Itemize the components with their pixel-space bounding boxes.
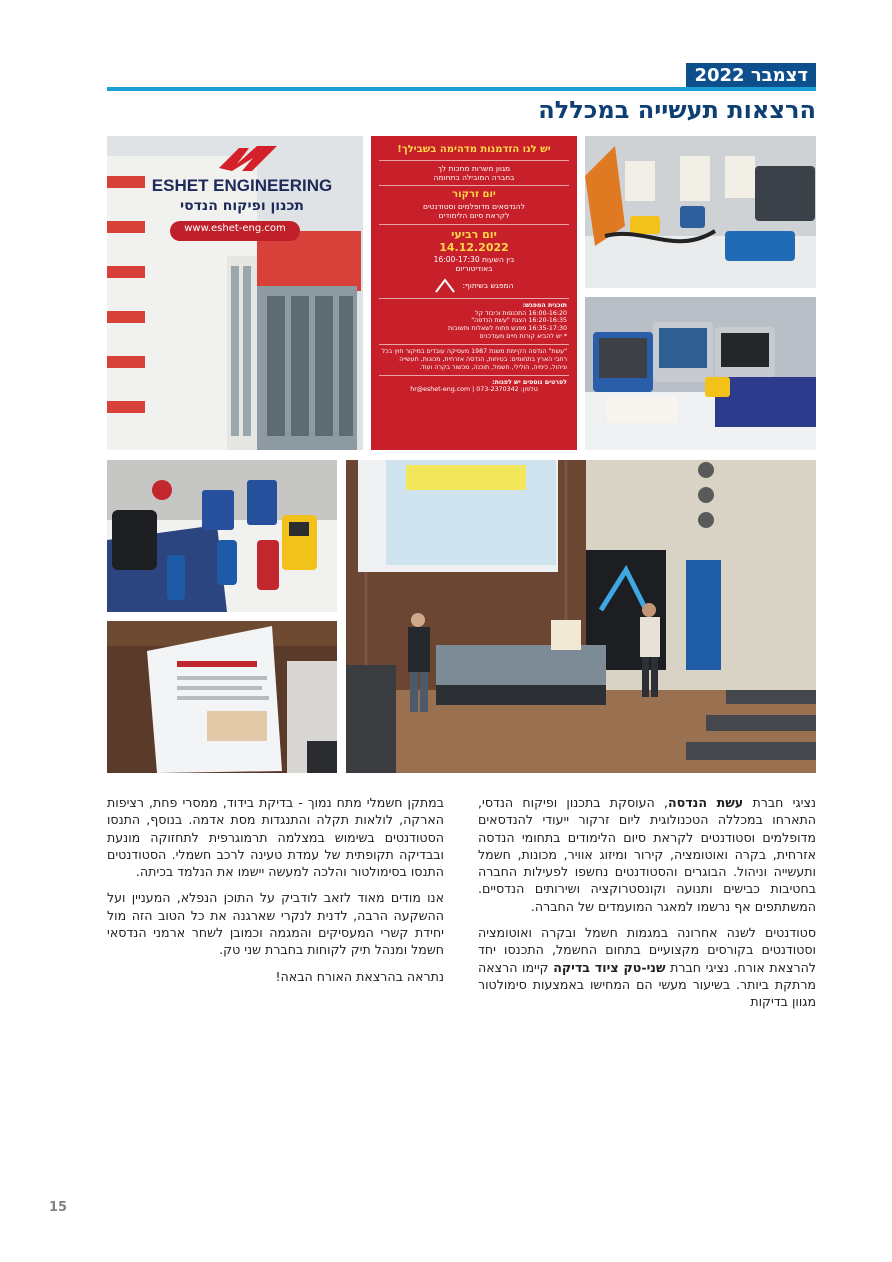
college-logo-icon	[434, 278, 456, 294]
flyer-day: יום רביעי	[451, 227, 497, 241]
text-run: קיימו הרצאה מרתקת ביותר. בשיעור מעשי הם המחישו באמצעות סימולטור מגוון בדיקות	[478, 959, 816, 1010]
article-column-left	[107, 794, 444, 994]
flyer-contact-title: לפרטים נוספים יש לפנות:	[492, 378, 567, 386]
flyer-divider	[379, 298, 569, 299]
flyer-divider	[379, 344, 569, 345]
flyer-divider	[379, 185, 569, 186]
flyer-note: * יש להביא קורות חיים מעודכנים	[479, 333, 567, 341]
eshet-logo-tagline: תכנון ופיקוח הנדסי	[180, 198, 304, 214]
article-paragraph	[478, 924, 816, 1010]
flyer-place: באודיטוריום	[455, 264, 493, 274]
flyer-divider	[379, 160, 569, 161]
eshet-logo-name: ESHET ENGINEERING	[151, 176, 333, 195]
screen-image	[107, 621, 337, 773]
flyer-partner-row	[371, 278, 577, 294]
flyer-audience: לקראת סיום הלימודים	[438, 211, 510, 221]
text-run: נציגי חברת	[743, 795, 816, 810]
article-column-right	[478, 794, 816, 1020]
lecture-hall-image	[346, 460, 816, 773]
meters-image	[107, 460, 337, 612]
issue-date-badge: דצמבר 2022	[686, 63, 816, 88]
text-run: , העוסקת בתכנון ופיקוח הנדסי, התארחו במכללה הטכנולוגית ליום זרקור ייעודי להנדסאים מדופלמים וסטודנטים לקראת סיום הלימודים בתחומי הנדסה אזרחית, בקרה ואוטומציה, קירור ומיזוג אוויר, מכונות, חשמל ותעשייה וניהול. הבוגרים והסטודנטים נחשפו לפעילות החברה בחטיבות כבישים ותנועה וקונסטרוקציה ושירותים הנדסיים. המשתתפים אף נרשמו למאגר המועמדים של החברה.	[478, 795, 816, 914]
article-paragraph: במתקן חשמלי מתח נמוך - בדיקת בידוד, ממסרי פחת, רציפות הארקה, לולאות תקלה והתנגדות מסת אדמה. בנוסף, התנסו הסטודנטים בשימוש במצלמה תרמוגרפית לתחזוקה מונעת ובבדיקה תקופתית של עמדת טעינה לרכב חשמלי. הסטודנטים התנסו בסימולטור והלכה למעשה יישמו את הנלמד בכיתה.	[107, 795, 444, 880]
article-paragraph: אנו מודים מאוד לזאב לודביק על התוכן הנפלא, המעניין ועל ההשקעה הרבה, לדנית לנקרי שארגנה את כל הטוב הזה מול יחידת קשרי המעסיקים והמגמה וכמובן לשחר ארמני הנדסאי חשמל ומנהל תיק לקוחות בחברת שני טק.	[107, 890, 444, 958]
flyer-divider	[379, 224, 569, 225]
photo-equipment-cases	[585, 297, 816, 450]
flyer-event-name: יום זרקור	[452, 189, 496, 201]
photo-lecture-hall	[346, 460, 816, 773]
flyer-program-item: 16:35-17:30 מפגש פתוח לשאלות ותשובות	[448, 325, 567, 333]
page-number: 15	[49, 1200, 68, 1215]
photo-handheld-meters	[107, 460, 337, 612]
header-rule	[107, 87, 816, 91]
flyer-divider	[379, 375, 569, 376]
eshet-logo-url: www.eshet-eng.com	[184, 223, 286, 234]
flyer-audience: להנדסאים מדופלמים וסטודנטים	[423, 201, 525, 211]
article-closing-line: נתראה בהרצאת האורח הבאה!	[275, 968, 444, 984]
company-name-eshet: עשת הנדסה	[668, 795, 744, 810]
article-title: הרצאות תעשייה במכללה	[538, 96, 816, 124]
flyer-program-item: 16:20-16:35 הצגת "עשת הנדסה"	[471, 317, 567, 325]
flyer-headline: יש לנו הזדמנות מדהימה בשבילך!	[397, 144, 551, 155]
flyer-line: מגוון משרות מחכות לך	[437, 163, 511, 173]
photo-eshet-building	[107, 136, 363, 450]
flyer-contact: hr@eshet-eng.com | 073-2370342 :טלפון	[410, 386, 538, 394]
flyer-partner-label: המפגש בשיתוף:	[462, 281, 514, 291]
text-run: סטודנטים לשנה אחרונה במגמות חשמל ובקרה ואוטומציה וסטודנטים בקורסים מקצועיים בתחום החשמל, התכנסו יחד להרצאת אורח. נציגי חברת	[478, 925, 816, 975]
flyer-program-title: תוכנית המפגש:	[522, 301, 567, 309]
flyer-date: 14.12.2022	[439, 241, 509, 255]
company-name-shanitek: שני-טק ציוד בדיקה	[553, 959, 666, 975]
photo-test-equipment	[585, 136, 816, 288]
flyer-line: בחברה המובילה בתחומה	[433, 172, 515, 182]
equipment-image	[585, 136, 816, 288]
photo-projector-screen	[107, 621, 337, 773]
cases-image	[585, 297, 816, 450]
article-paragraph	[478, 794, 816, 915]
event-flyer	[371, 136, 577, 450]
flyer-program-item: 16:00-16:20 התכנסות וכיבוד קל	[475, 309, 567, 317]
flyer-hours: בין השעות 16:00-17:30	[433, 255, 515, 264]
flyer-about: "עשת" הנדסה הקיימת משנת 1987 מעסיקה עובדים במיקור חוץ בכל רחבי הארץ בתחומים: בטיחות, הנדסה אזרחית, מכונות, תעשייה וניהול, כימיה, הולילי, חשמל, תוכנה, מכשור בקרה ועוד.	[381, 348, 567, 371]
